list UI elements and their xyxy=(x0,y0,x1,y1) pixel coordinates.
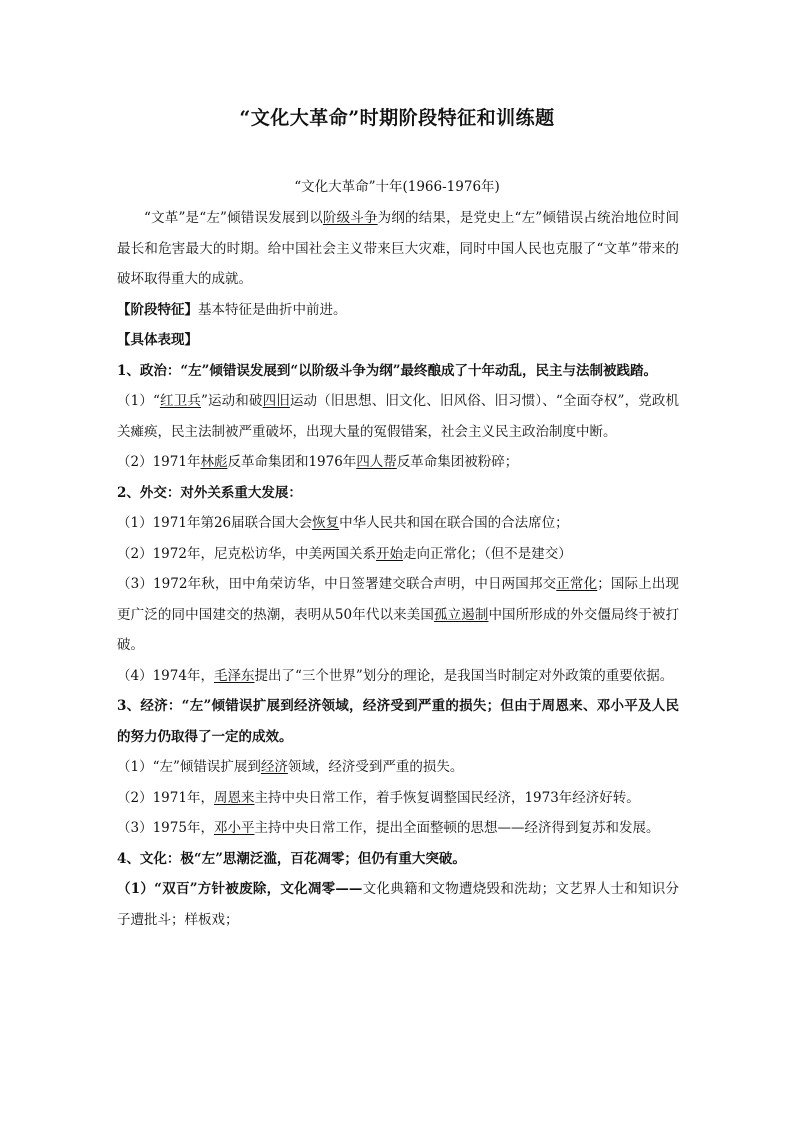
document-title: “文化大革命”时期阶段特征和训练题 xyxy=(239,107,555,129)
document-body xyxy=(117,203,679,935)
text-run: 为纲的结果，是党史上“左”倾错误占统治地位时间最长和危害最大的时期。给中国社会主义带来巨大灾难，同时中国人民也克服了“文革”带来的破坏取得重大的成就。 xyxy=(117,210,680,287)
underlined-term: 四旧 xyxy=(262,393,290,409)
text-run: ；国际上出现更广泛的同中国建交的热潮，表明从50年代以来美国 xyxy=(117,576,680,623)
text-run: 中华人民共和国在联合国的合法席位； xyxy=(339,515,569,531)
economy-item-1 xyxy=(117,752,679,783)
stage-feature-paragraph xyxy=(117,295,679,326)
text-run: 走向正常化；（但不是建交） xyxy=(402,545,572,562)
text-run: 反革命集团和1976年 xyxy=(227,454,357,470)
stage-feature-label: 【阶段特征】 xyxy=(117,301,198,318)
text-run: 中国所形成的外交僵局终于被打破。 xyxy=(117,606,680,653)
underlined-term: 阶级斗争 xyxy=(322,210,378,226)
intro-paragraph xyxy=(117,203,679,295)
underlined-term: 林彪 xyxy=(200,454,228,470)
diplomacy-item-1 xyxy=(117,508,679,539)
underlined-term: 邓小平 xyxy=(213,820,255,836)
text-run: （3）1972年秋，田中角荣访华，中日签署建交联合声明，中日两国邦交 xyxy=(117,576,557,592)
text-run: 领域，经济受到严重的损失。 xyxy=(287,759,464,775)
underlined-term: 经济 xyxy=(260,759,288,775)
text-run: ”运动和破 xyxy=(200,393,263,409)
underlined-term: 恢复 xyxy=(312,515,340,531)
underlined-term: 正常化 xyxy=(556,576,598,592)
text-run: （1）1971年第26届联合国大会 xyxy=(117,515,313,531)
underlined-term: 开始 xyxy=(375,545,403,562)
text-run: 主持中央日常工作，提出全面整顿的思想——经济得到复苏和发展。 xyxy=(254,820,660,836)
stage-feature-text: 基本特征是曲折中前进。 xyxy=(198,301,347,318)
economy-item-3 xyxy=(117,813,679,844)
culture-heading: 4、文化：极“左”思潮泛滥，百花凋零；但仍有重大突破。 xyxy=(117,850,466,867)
document-subtitle: “文化大革命”十年(1966-1976年) xyxy=(294,179,500,195)
text-run: 运动（旧思想、旧文化、旧风俗、旧习惯）、“全面夺权”，党政机关瘫痪，民主法制被严重破坏，出现大量的冤假错案，社会主义民主政治制度中断。 xyxy=(117,393,679,440)
culture-item-1 xyxy=(117,874,679,935)
diplomacy-item-3 xyxy=(117,569,679,661)
text-run: （1）“ xyxy=(117,393,160,409)
text-run: 提出了“三个世界”划分的理论，是我国当时制定对外政策的重要依据。 xyxy=(254,667,674,684)
economy-item-2 xyxy=(117,783,679,814)
text-run: （2）1971年， xyxy=(117,789,214,806)
underlined-term: 红卫兵 xyxy=(159,393,201,409)
text-run: （2）1972年，尼克松访华，中美两国关系 xyxy=(117,545,376,562)
politics-item-1 xyxy=(117,386,679,447)
text-run: （1）“左”倾错误扩展到 xyxy=(117,759,261,775)
diplomacy-item-2 xyxy=(117,539,679,570)
text-run: （2）1971年 xyxy=(117,454,201,470)
text-run: 文化典籍和文物遭烧毁和洗劫；文艺界人士和知识分子遭批斗；样板戏； xyxy=(117,881,679,928)
economy-heading: 3、经济：“左”倾错误扩展到经济领域，经济受到严重的损失；但由于周恩来、邓小平及人民的努力仍取得了一定的成效。 xyxy=(117,698,679,745)
diplomacy-item-4 xyxy=(117,661,679,692)
politics-item-2 xyxy=(117,447,679,478)
underlined-term: 孤立遏制 xyxy=(433,606,489,623)
politics-heading: 1、政治：“左”倾错误发展到“以阶级斗争为纲”最终酿成了十年动乱，民主与法制被践踏。 xyxy=(117,362,657,379)
underlined-term: 周恩来 xyxy=(213,789,255,806)
text-run: 主持中央日常工作，着手恢复调整国民经济，1973年经济好转。 xyxy=(254,789,640,806)
underlined-term: 四人帮 xyxy=(356,454,397,470)
bold-run: （1）“双百”方针被废除，文化凋零—— xyxy=(117,881,363,897)
text-run: （4）1974年， xyxy=(117,667,214,684)
specific-heading: 【具体表现】 xyxy=(117,332,198,348)
text-run: 反革命集团被粉碎； xyxy=(396,454,519,470)
diplomacy-heading: 2、外交：对外关系重大发展： xyxy=(117,484,302,501)
text-run: （3）1975年， xyxy=(117,820,214,836)
underlined-term: 毛泽东 xyxy=(213,667,255,684)
text-run: “文革”是“左”倾错误发展到以 xyxy=(144,210,323,226)
